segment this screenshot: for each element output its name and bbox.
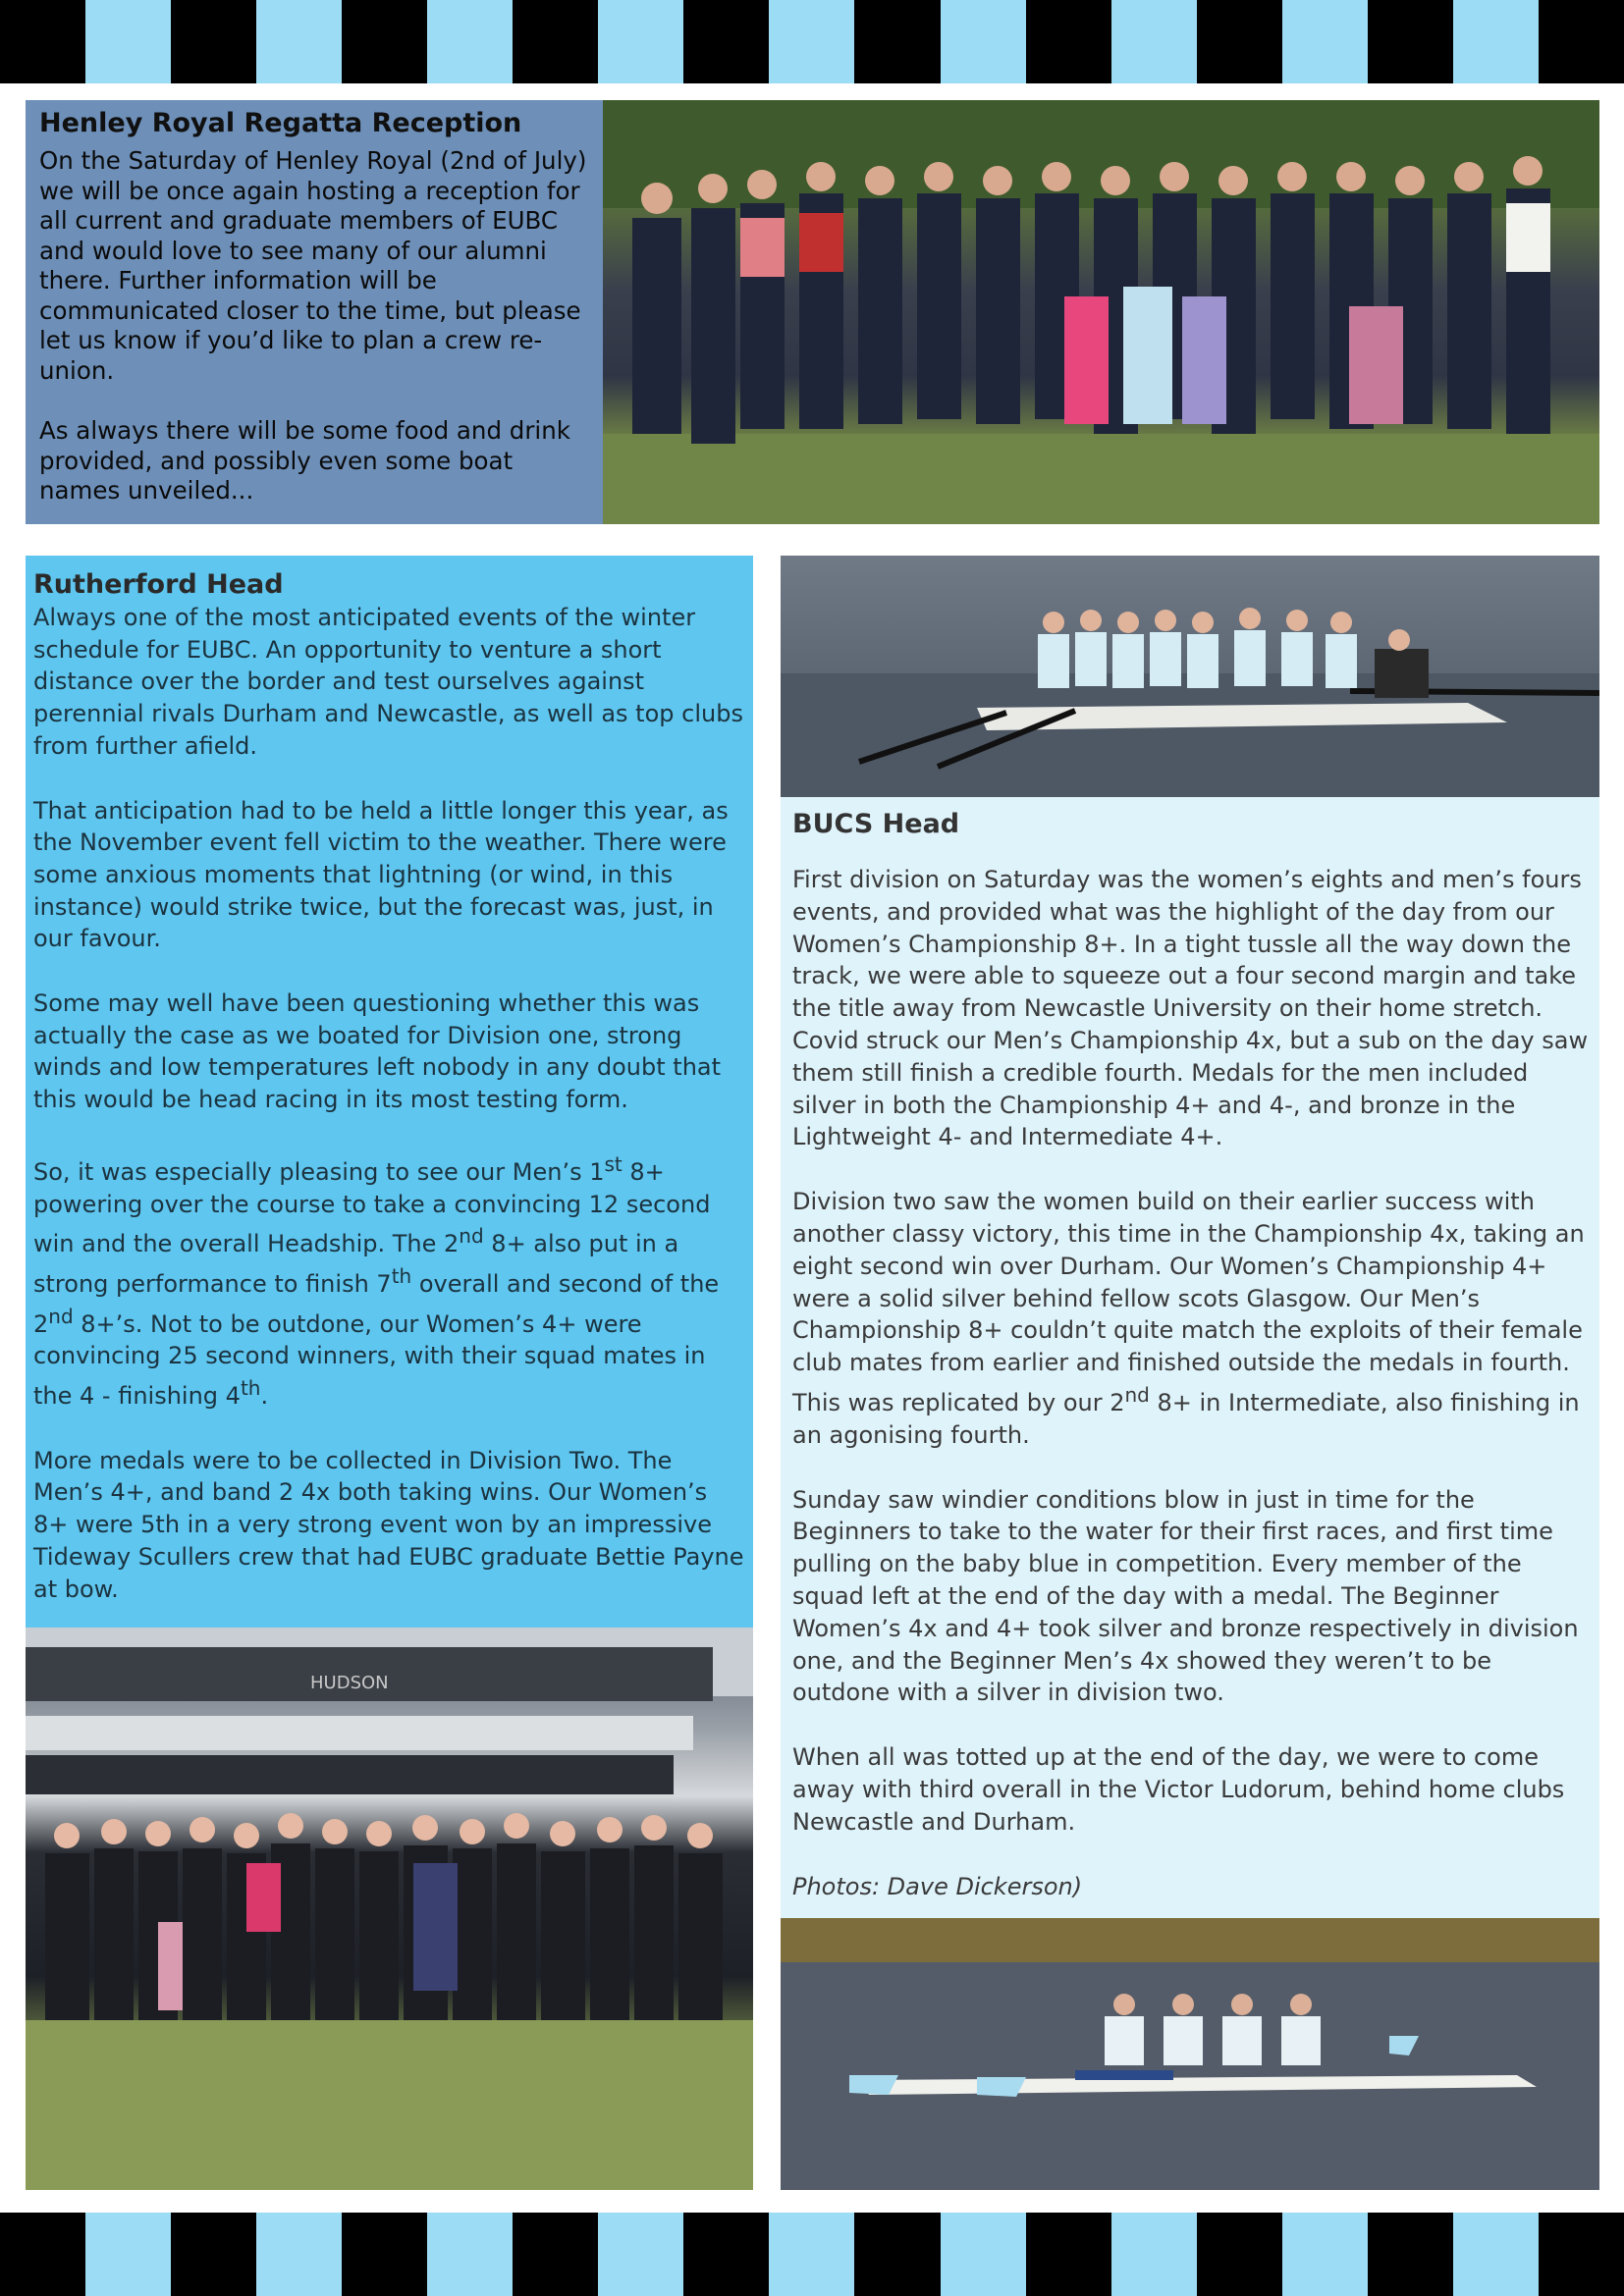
bucs-men-four-photo <box>781 1918 1599 2190</box>
henley-section <box>26 100 603 524</box>
rutherford-paragraph: Always one of the most anticipated events of the winter schedule for EUBC. An opportunity to venture a short distance over the border and test ourselves against perennial rivals Durham and Newcastle, as well as top clubs from further afield. <box>33 604 743 760</box>
rutherford-paragraph: More medals were to be collected in Division Two. The Men’s 4+, and band 2 4x both taking wins. Our Women’s 8+ were 5th in a very strong event won by an impressive Tideway Scullers crew that had EUBC graduate Bettie Payne at bow. <box>33 1446 744 1603</box>
photo-credit: Photos: Dave Dickerson) <box>792 1872 1083 1900</box>
rutherford-team-photo <box>26 1628 753 2190</box>
bucs-section <box>781 797 1599 1918</box>
bucs-paragraph: Sunday saw windier conditions blow in just in time for the Beginners to take to the water for their first races, and first time pulling on the baby blue in competition. Every member of the squad left at the end of the day with a medal. The Beginner Women’s 4x and 4+ took silver and bronze respectively in division one, and the Beginner Men’s 4x showed they weren’t to be outdone with a silver in division two. <box>792 1485 1579 1707</box>
rutherford-title: Rutherford Head <box>33 569 284 600</box>
bucs-women-eight-photo <box>781 556 1599 797</box>
rutherford-paragraph: That anticipation had to be held a little longer this year, as the November event fell victim to the weather. There were some anxious moments that lightning (or wind, in this instance) would strike twice, but the forecast was, just, in our favour. <box>33 796 729 953</box>
henley-paragraph: As always there will be some food and drink provided, and possibly even some boat names unveiled... <box>39 416 570 505</box>
bucs-title: BUCS Head <box>792 809 960 839</box>
henley-group-photo <box>603 100 1599 524</box>
hudson-boat-label: HUDSON <box>310 1673 389 1693</box>
bucs-paragraph: First division on Saturday was the women’s eights and men’s fours events, and provided what was the highlight of the day from our Women’s Championship 8+. In a tight tussle all the way down the track, we were able to squeeze out a four second margin and take the title away from Newcastle University on their home stretch. Covid struck our Men’s Championship 4x, but a sub on the day saw them still finish a credible fourth. Medals for the men included silver in both the Championship 4+ and 4-, and bronze in the Lightweight 4- and Intermediate 4+. <box>792 866 1589 1151</box>
henley-title: Henley Royal Regatta Reception <box>39 108 522 138</box>
bottom-stripe-border <box>0 2213 1624 2296</box>
henley-paragraph: On the Saturday of Henley Royal (2nd of July) we will be once again hosting a reception for all current and graduate members of EUBC and would love to see many of our alumni there. Further information will be communicated closer to the time, but please let us know if you’d like to plan a crew re-union. <box>39 146 587 385</box>
bucs-paragraph: When all was totted up at the end of the day, we were to come away with third overall in the Victor Ludorum, behind home clubs Newcastle and Durham. <box>792 1743 1565 1836</box>
rutherford-paragraph-results: So, it was especially pleasing to see our Men’s 1st 8+ powering over the course to take a convincing 12 second win and the overall Headship. The 2nd 8+ also put in a strong performance to finish 7th overall and second of the 2nd 8+’s. Not to be outdone, our Women’s 4+ were convincing 25 second winners, with their squad mates in the 4 - finishing 4th. <box>33 1151 720 1411</box>
bucs-paragraph: Division two saw the women build on their earlier success with another classy victory, this time in the Championship 4x, taking an eight second win over Durham. Our Women’s Championship 4+ were a solid silver behind fellow scots Glasgow. Our Men’s Championship 8+ couldn’t quite match the exploits of their female club mates from earlier and finished outside the medals in fourth. This was replicated by our 2nd 8+ in Intermediate, also finishing in an agonising fourth. <box>792 1188 1585 1449</box>
rutherford-paragraph: Some may well have been questioning whether this was actually the case as we boated for Division one, strong winds and low temperatures left nobody in any doubt that this would be head racing in its most testing form. <box>33 989 722 1114</box>
rutherford-section <box>26 556 753 1628</box>
top-stripe-border <box>0 0 1624 83</box>
